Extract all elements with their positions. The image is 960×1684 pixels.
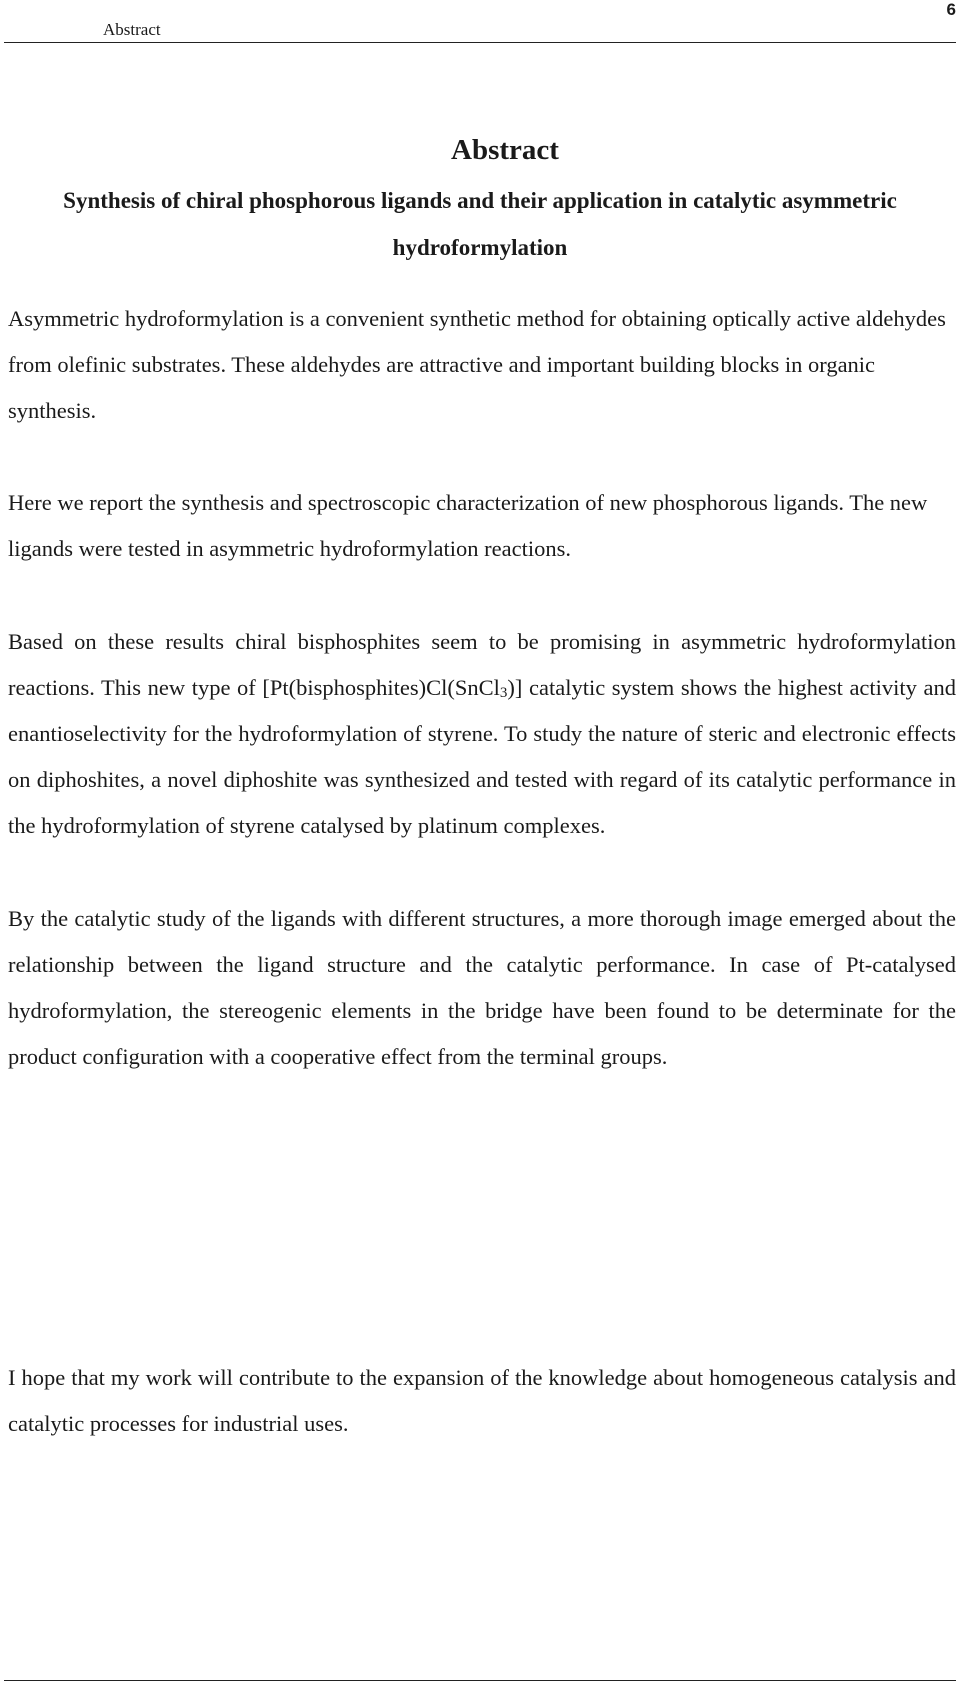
paragraph-results-part-b: )] catalytic system shows the highest activity and enantioselectivity for the hydroformylation of styrene. To study the nature of steric and electronic effects on diphoshites, a novel diphoshite was synthesized and tested with regard of its catalytic performance in the hydroformylation of styrene catalysed by platinum complexes. bbox=[8, 675, 957, 838]
running-head: Abstract bbox=[103, 20, 161, 39]
paragraph-catalytic-study: By the catalytic study of the ligands with different structures, a more thorough image emerged about the relationship between the ligand structure and the catalytic performance. In case of Pt-catalysed hydroformylation, the stereogenic elements in the bridge have been found to be determinate for the product configuration with a cooperative effect from the terminal groups. bbox=[8, 906, 956, 1069]
page-subtitle: Synthesis of chiral phosphorous ligands and their application in catalytic asymmetric hydroformylation bbox=[63, 188, 897, 260]
paragraph-closing: I hope that my work will contribute to the expansion of the knowledge about homogeneous catalysis and catalytic processes for industrial uses. bbox=[8, 1365, 956, 1436]
footer-rule bbox=[4, 1680, 956, 1681]
header-rule bbox=[4, 42, 956, 43]
subscript: 3 bbox=[499, 685, 508, 701]
paragraph-intro: Asymmetric hydroformylation is a convenient synthetic method for obtaining optically active aldehydes from olefinic substrates. These aldehydes are attractive and important building blocks in organic synthesis. bbox=[8, 306, 946, 423]
page-number: 6 bbox=[946, 0, 956, 19]
page-title: Abstract bbox=[451, 134, 559, 166]
paragraph-results-part-a: Based on these results chiral bisphosphites seem to be promising in asymmetric hydroformylation reactions. This new type of [Pt(bisphosphites)Cl(SnCl bbox=[8, 629, 956, 700]
paragraph-results bbox=[8, 619, 956, 849]
paragraph-report: Here we report the synthesis and spectroscopic characterization of new phosphorous ligands. The new ligands were tested in asymmetric hydroformylation reactions. bbox=[8, 490, 928, 561]
